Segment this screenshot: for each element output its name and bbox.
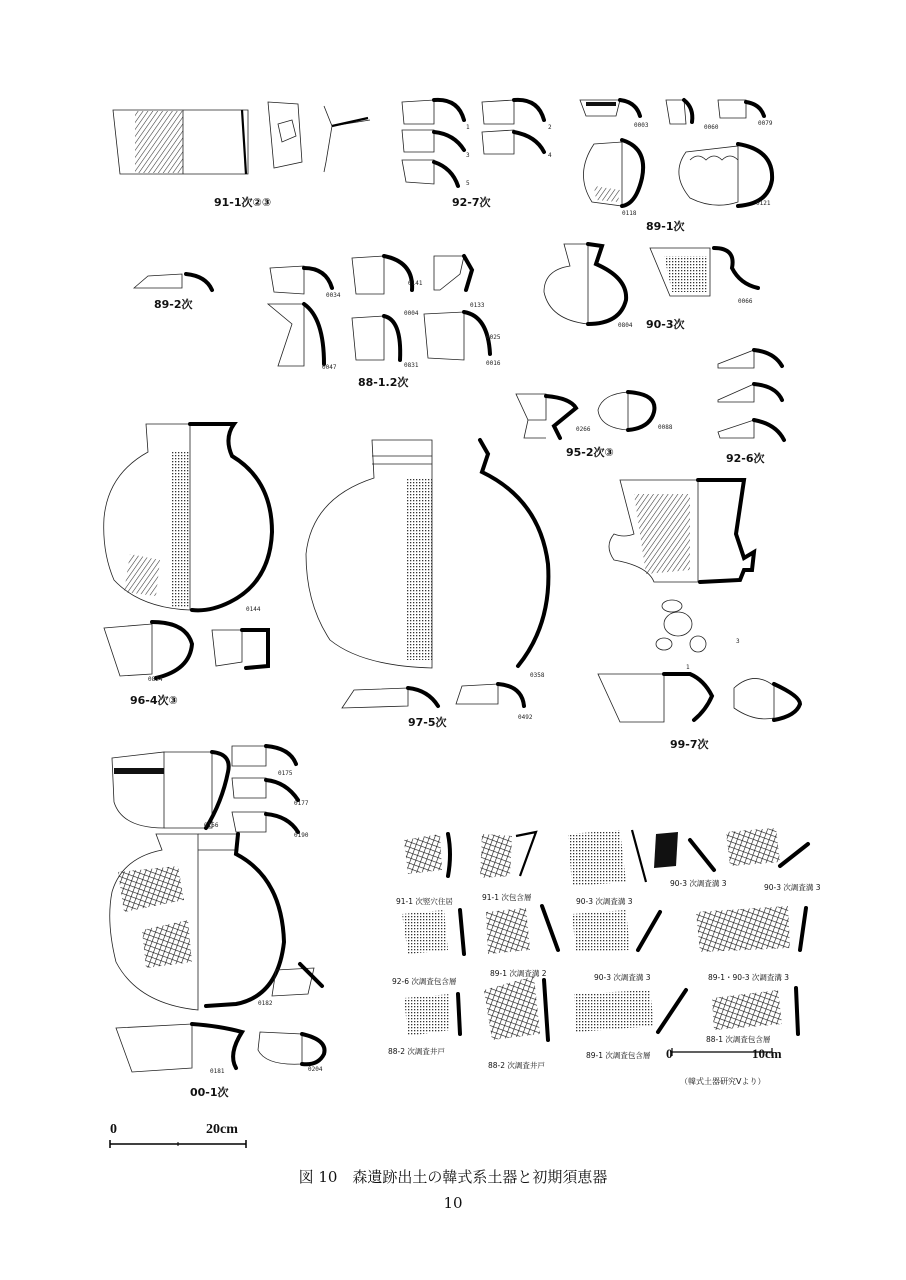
item-number: 0133: [470, 302, 485, 309]
figure-caption: 図 10 森遺跡出土の韓式系土器と初期須恵器: [298, 1168, 608, 1186]
item-number: 1: [686, 664, 690, 671]
main-scale-bar: [108, 1122, 248, 1152]
item-number: 4: [548, 152, 552, 159]
item-number: 0190: [294, 832, 309, 839]
sherd-caption: 91-1 次竪穴住居: [396, 897, 453, 906]
group-label-90-3: 90-3次: [646, 318, 685, 331]
pot-drawings-97-5: [302, 434, 566, 708]
item-number: 2: [548, 124, 552, 131]
sherd-caption: 91-1 次包含層: [482, 893, 532, 902]
sherd-caption: 89-1 次調査包含層: [586, 1051, 651, 1060]
sherd-caption: 90-3 次調査溝 3: [576, 897, 633, 906]
pot-drawings-96-4: [100, 422, 280, 696]
sherd-caption: 90-3 次調査溝 3: [670, 879, 727, 888]
sherd-caption: 89-1・90-3 次調査溝 3: [708, 973, 790, 982]
item-number: 5: [466, 180, 470, 187]
pot-drawings-89-2: [132, 268, 218, 294]
scale-end: 20cm: [206, 1122, 238, 1137]
item-number: 0088: [658, 424, 673, 431]
group-label-92-7: 92-7次: [452, 196, 491, 209]
sherd-caption: 92-6 次調査包含層: [392, 977, 457, 986]
item-number: 1: [466, 124, 470, 131]
item-number: 0141: [408, 280, 423, 287]
item-number: 0177: [294, 800, 309, 807]
item-number: 0175: [278, 770, 293, 777]
pot-drawings-92-7: [398, 96, 558, 192]
item-number: 0060: [704, 124, 719, 131]
item-number: 3: [736, 638, 740, 645]
group-label-00-1: 00-1次: [190, 1086, 229, 1099]
item-number: 0066: [738, 298, 753, 305]
pot-drawings-89-1: [574, 94, 780, 214]
item-number: 0004: [404, 310, 419, 317]
item-number: 0003: [634, 122, 649, 129]
item-number: 0025: [486, 334, 501, 341]
item-number: 0182: [258, 1000, 273, 1007]
item-number: 0121: [756, 200, 771, 207]
pot-drawings-92-6: [714, 344, 794, 448]
scale-ruler: [108, 1138, 248, 1150]
small-scale-zero: 0: [666, 1046, 673, 1061]
item-number: 0266: [576, 426, 591, 433]
group-label-89-1: 89-1次: [646, 220, 685, 233]
sherd-caption: 90-3 次調査溝 3: [764, 883, 821, 892]
item-number: 0492: [518, 714, 533, 721]
item-number: 0156: [204, 822, 219, 829]
item-number: 0144: [246, 606, 261, 613]
item-number: 3: [466, 152, 470, 159]
group-label-89-2: 89-2次: [154, 298, 193, 311]
scale-zero: 0: [110, 1122, 117, 1137]
group-label-91-1: 91-1次②③: [214, 196, 272, 209]
sherd-caption: 88-2 次調査井戸: [388, 1047, 445, 1056]
item-number: 0804: [618, 322, 633, 329]
group-label-95-2: 95-2次③: [566, 446, 614, 459]
item-number: 0181: [210, 1068, 225, 1075]
sherd-drawings: [396, 826, 832, 1062]
sherd-caption: 90-3 次調査溝 3: [594, 973, 651, 982]
item-number: 0824: [148, 676, 163, 683]
page-number: 10: [443, 1194, 463, 1212]
item-number: 0034: [326, 292, 341, 299]
item-number: 0079: [758, 120, 773, 127]
item-number: 0831: [404, 362, 419, 369]
item-number: 0358: [530, 672, 545, 679]
item-number: 0118: [622, 210, 637, 217]
pot-drawings-91-1: [110, 102, 380, 182]
item-number: 0204: [308, 1066, 323, 1073]
source-note: （韓式土器研究Ⅴより）: [680, 1077, 766, 1086]
pot-drawings-99-7: [594, 474, 812, 732]
sherd-caption: 88-1 次調査包含層: [706, 1035, 771, 1044]
item-number: 0047: [322, 364, 337, 371]
group-label-97-5: 97-5次: [408, 716, 447, 729]
group-label-88-12: 88-1.2次: [358, 376, 409, 389]
group-label-96-4: 96-4次③: [130, 694, 178, 707]
small-scale-end: 10cm: [752, 1046, 782, 1061]
group-label-92-6: 92-6次: [726, 452, 765, 465]
group-label-99-7: 99-7次: [670, 738, 709, 751]
sherd-caption: 89-1 次調査溝 2: [490, 969, 547, 978]
pot-drawings-00-1: [102, 742, 330, 1076]
sherd-caption: 88-2 次調査井戸: [488, 1061, 545, 1070]
pot-drawings-88-12: [264, 250, 504, 372]
item-number: 0016: [486, 360, 501, 367]
